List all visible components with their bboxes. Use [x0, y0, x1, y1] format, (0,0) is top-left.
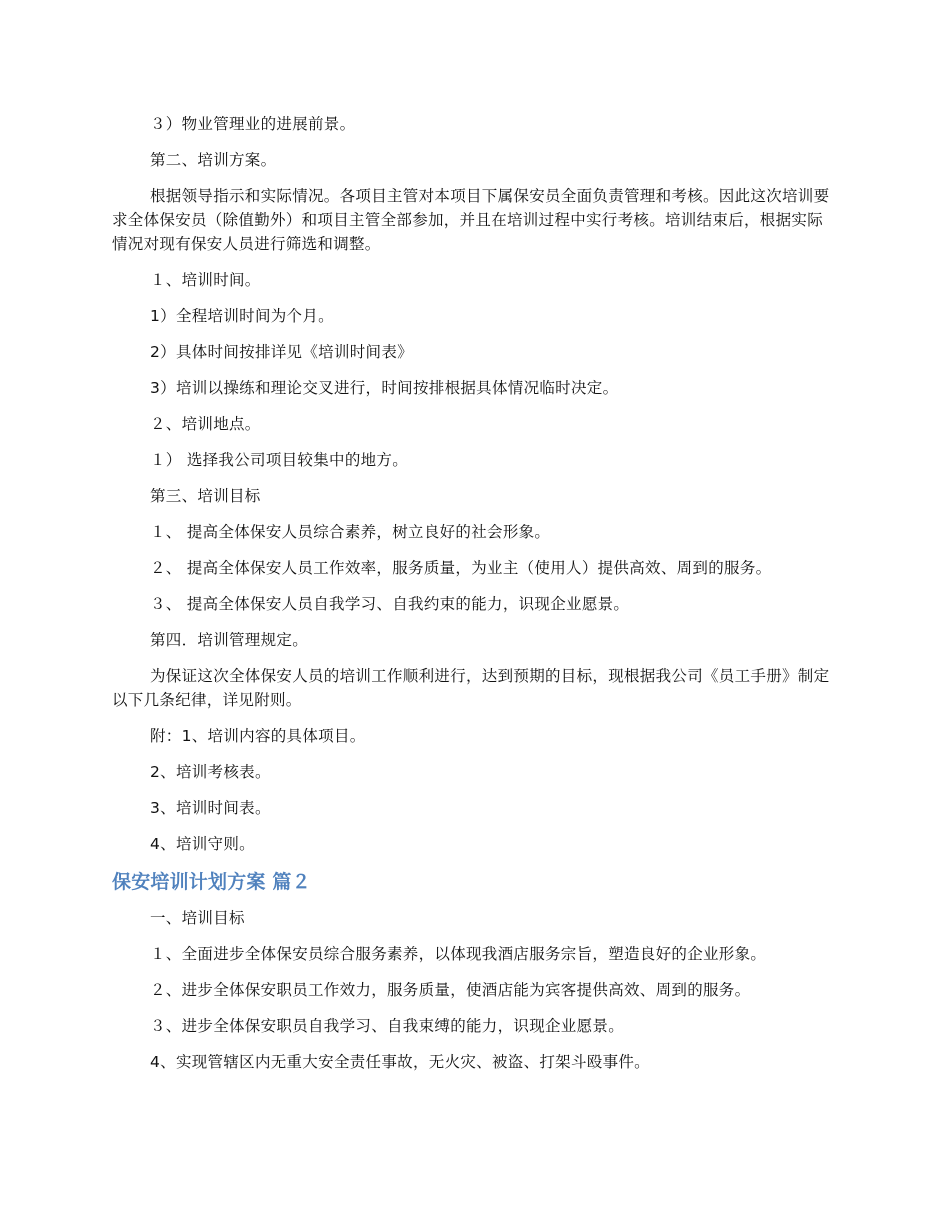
list-item: １） 选择我公司项目较集中的地方。	[150, 451, 409, 469]
paragraph: 根据领导指示和实际情况。各项目主管对本项目下属保安员全面负责管理和考核。因此这次培训要求全体保安员（除值勤外）和项目主管全部参加，并且在培训过程中实行考核。培训结束后，根据实际情况对现有保安人员进行筛选和调整。	[112, 187, 830, 253]
list-item: 4、培训守则。	[150, 835, 255, 853]
list-item: ３、进步全体保安职员自我学习、自我束缚的能力，识现企业愿景。	[150, 1017, 625, 1035]
paragraph: ３）物业管理业的进展前景。	[150, 115, 356, 133]
list-item: ２、培训地点。	[150, 415, 261, 433]
list-item: １、 提高全体保安人员综合素养，树立良好的社会形象。	[150, 523, 551, 541]
list-item: １、全面进步全体保安员综合服务素养，以体现我酒店服务宗旨，塑造良好的企业形象。	[150, 945, 767, 963]
list-item: 2）具体时间按排详见《培训时间表》	[150, 343, 413, 361]
article-heading: 保安培训计划方案 篇２	[112, 871, 311, 893]
list-item: ３、 提高全体保安人员自我学习、自我约束的能力，识现企业愿景。	[150, 595, 630, 613]
document-page	[112, 112, 838, 1086]
section-title: 第三、培训目标	[150, 487, 261, 505]
section-title: 第二、培训方案。	[150, 151, 277, 169]
paragraph: 为保证这次全体保安人员的培训工作顺利进行，达到预期的目标，现根据我公司《员工手册》制定以下几条纪律，详见附则。	[112, 667, 830, 709]
list-item: 2、培训考核表。	[150, 763, 271, 781]
list-item: 3、培训时间表。	[150, 799, 271, 817]
list-item: 3）培训以操练和理论交叉进行，时间按排根据具体情况临时决定。	[150, 379, 619, 397]
list-item: １、培训时间。	[150, 271, 261, 289]
list-item: 附：1、培训内容的具体项目。	[150, 727, 366, 745]
section-title: 第四．培训管理规定。	[150, 631, 309, 649]
list-item: ２、 提高全体保安人员工作效率，服务质量，为业主（使用人）提供高效、周到的服务。	[150, 559, 772, 577]
section-title: 一、培训目标	[150, 909, 245, 927]
list-item: ２、进步全体保安职员工作效力，服务质量，使酒店能为宾客提供高效、周到的服务。	[150, 981, 751, 999]
list-item: 4、实现管辖区内无重大安全责任事故，无火灾、被盗、打架斗殴事件。	[150, 1053, 650, 1071]
list-item: 1）全程培训时间为个月。	[150, 307, 334, 325]
